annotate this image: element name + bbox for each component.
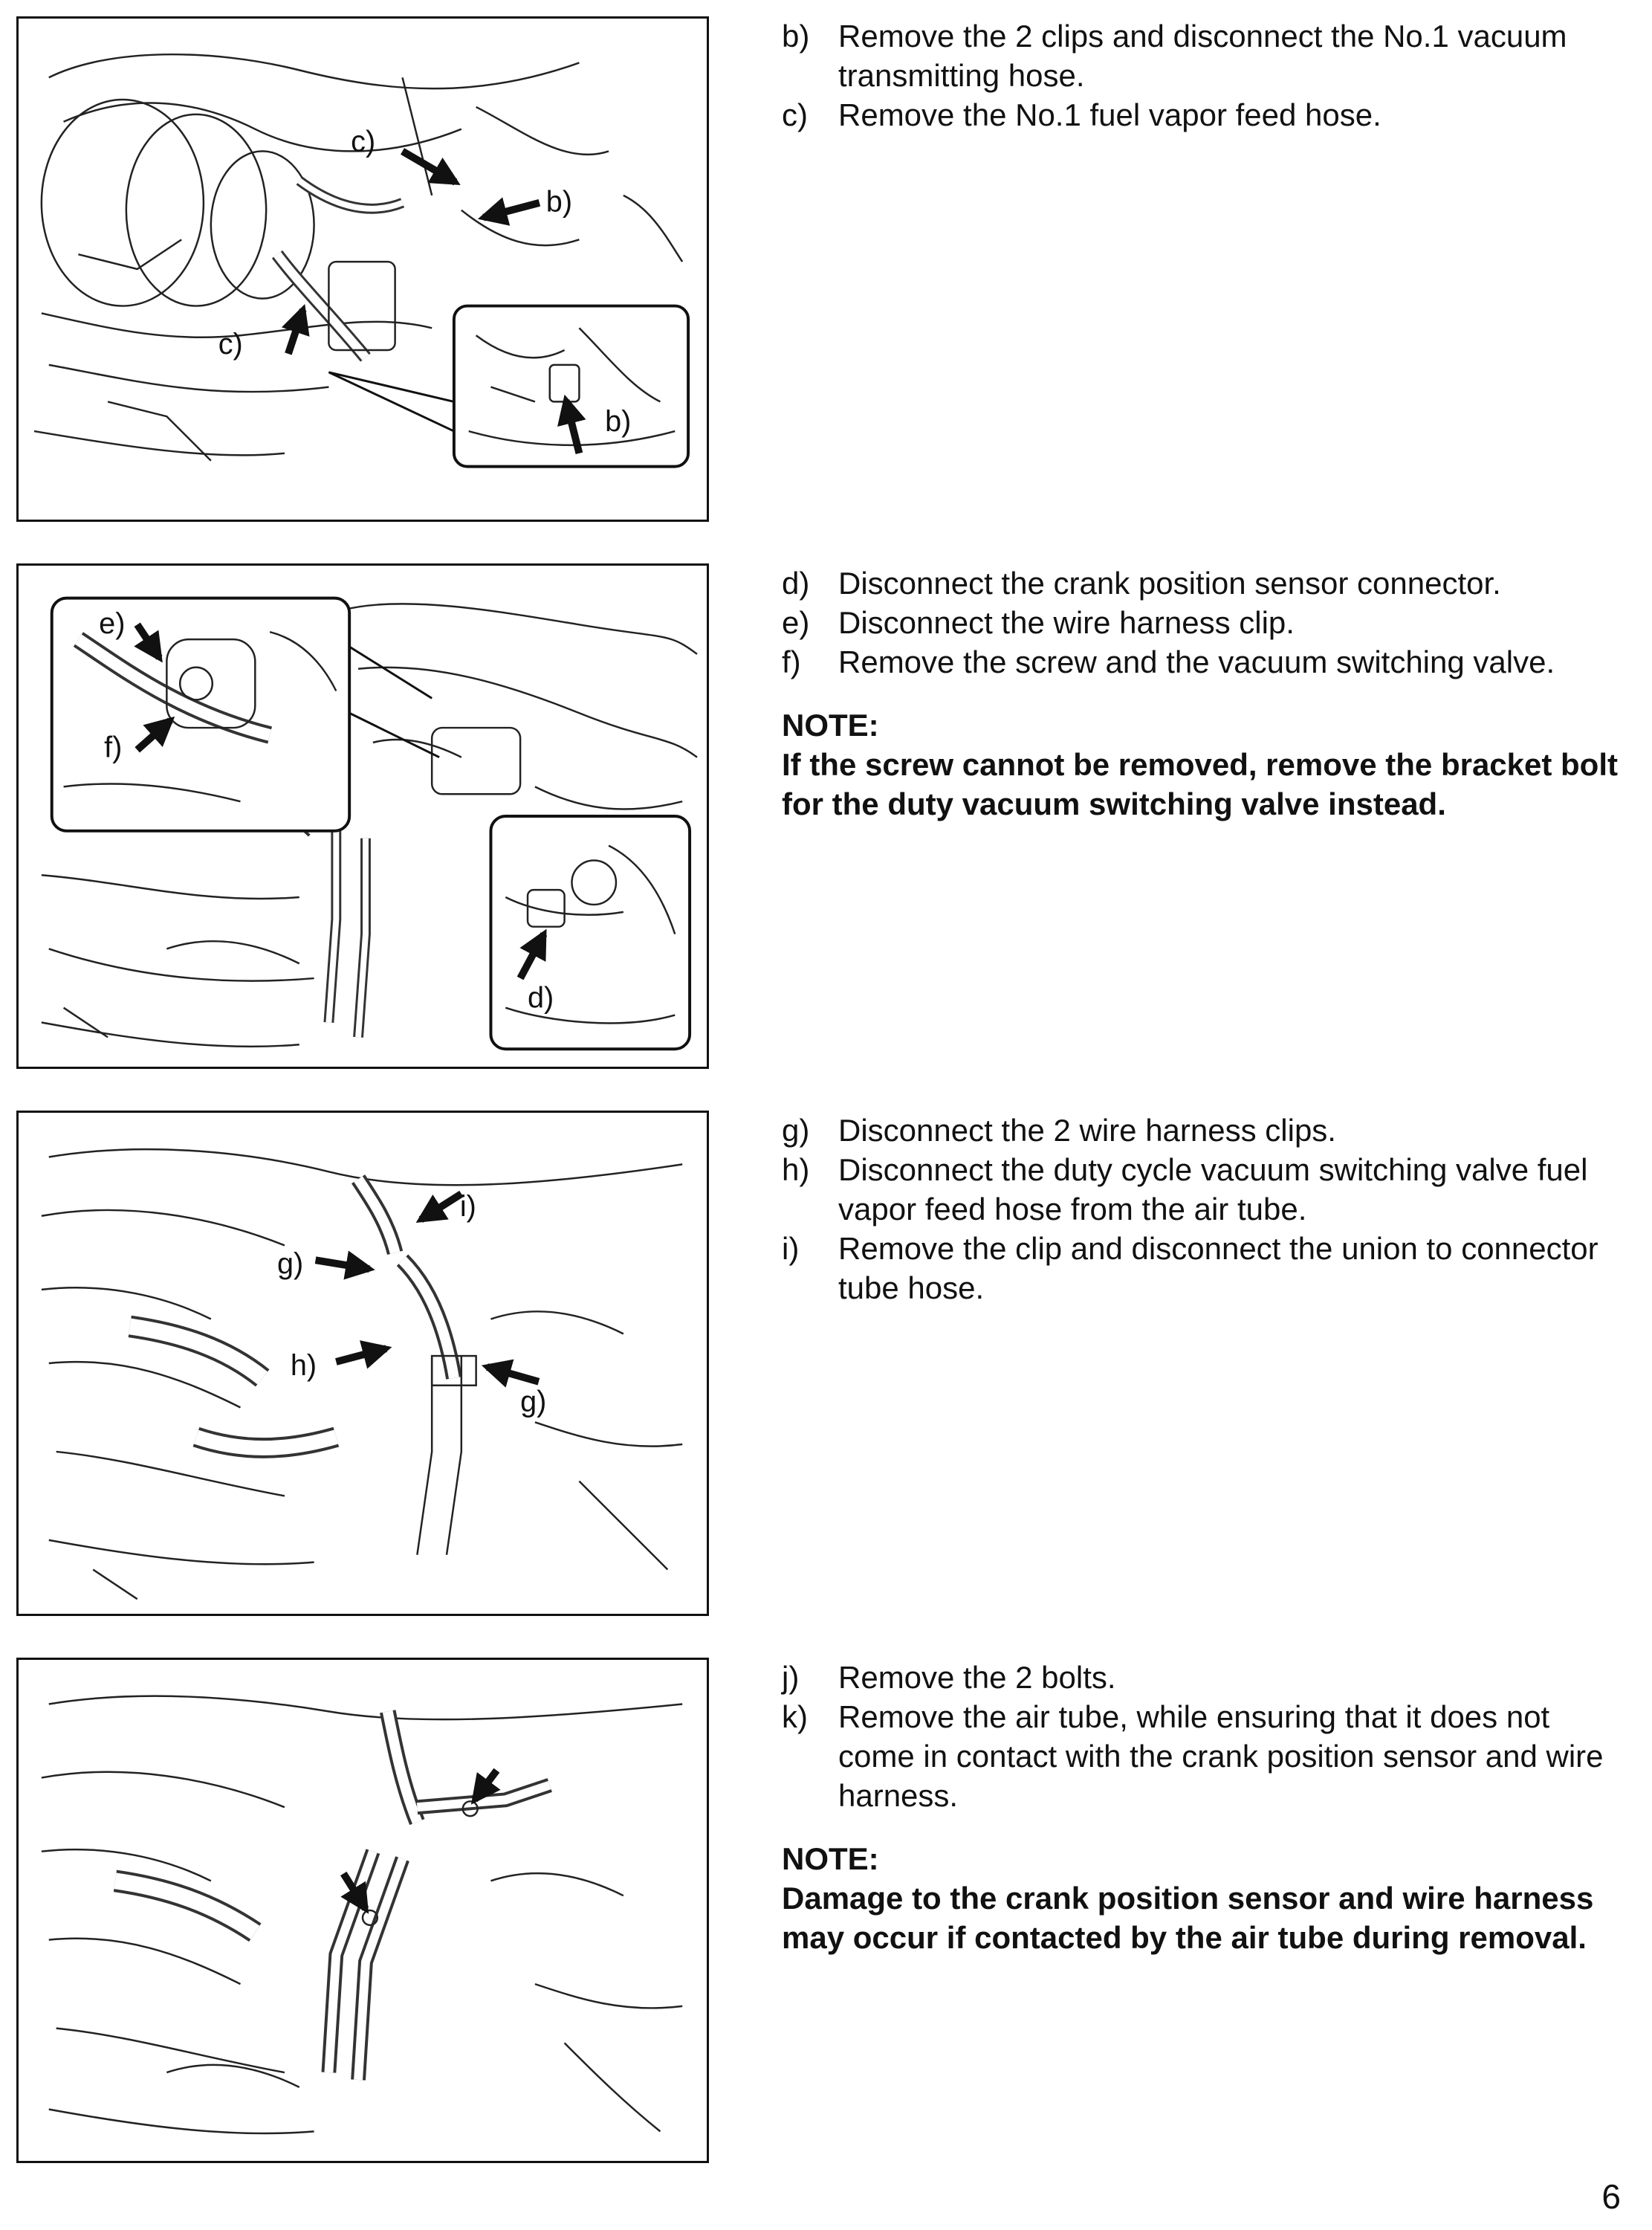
callout-b-top: b) <box>545 185 573 219</box>
step-text: Remove the 2 bolts. <box>838 1660 1116 1695</box>
step-text: Remove the No.1 fuel vapor feed hose. <box>838 97 1381 132</box>
step-f <box>782 642 1622 682</box>
callout-g-left: g) <box>277 1247 304 1281</box>
callout-h: h) <box>290 1348 317 1382</box>
step-label: c) <box>782 97 808 132</box>
step-text: Remove the clip and disconnect the union to connector tube hose. <box>838 1231 1598 1305</box>
page-number: 6 <box>1601 2177 1621 2216</box>
step-label: f) <box>782 644 801 679</box>
step-b <box>782 16 1622 95</box>
callout-b-inset: b) <box>605 405 632 439</box>
step-label: e) <box>782 605 810 640</box>
section-4-text <box>782 1658 1622 1957</box>
callout-c-top: c) <box>351 125 376 158</box>
callout-f: f) <box>104 731 123 764</box>
callout-i: i) <box>459 1189 476 1223</box>
step-j <box>782 1658 1622 1697</box>
step-k <box>782 1697 1622 1815</box>
step-text: Remove the 2 clips and disconnect the No.1 vacuum transmitting hose. <box>838 19 1567 93</box>
step-text: Disconnect the crank position sensor connector. <box>838 566 1501 601</box>
figure-1-engine-illustration <box>16 16 709 522</box>
figure-4-engine-illustration <box>16 1658 709 2163</box>
step-i <box>782 1229 1622 1308</box>
step-d <box>782 563 1622 603</box>
section-3-text <box>782 1111 1622 1308</box>
step-text: Remove the air tube, while ensuring that it does not come in contact with the crank position sensor and wire harness. <box>838 1699 1604 1813</box>
step-g <box>782 1111 1622 1150</box>
note-body: Damage to the crank position sensor and wire harness may occur if contacted by the air tube during removal. <box>782 1881 1594 1955</box>
note-body: If the screw cannot be removed, remove the bracket bolt for the duty vacuum switching valve instead. <box>782 747 1618 821</box>
section-1-text <box>782 16 1622 135</box>
engine-line-drawing-2 <box>19 566 707 1067</box>
step-label: k) <box>782 1699 808 1734</box>
figure-2-engine-illustration <box>16 563 709 1069</box>
callout-e: e) <box>99 607 126 641</box>
step-label: b) <box>782 19 810 54</box>
step-e <box>782 603 1622 642</box>
step-text: Disconnect the 2 wire harness clips. <box>838 1113 1336 1148</box>
figure-3-engine-illustration <box>16 1111 709 1616</box>
step-label: g) <box>782 1113 810 1148</box>
step-text: Disconnect the wire harness clip. <box>838 605 1295 640</box>
note-title: NOTE: <box>782 708 879 743</box>
callout-g-right: g) <box>520 1385 547 1418</box>
step-c <box>782 95 1622 135</box>
engine-line-drawing-3 <box>19 1113 707 1614</box>
step-label: h) <box>782 1152 810 1187</box>
callout-d: d) <box>528 981 554 1015</box>
step-h <box>782 1150 1622 1229</box>
step-label: d) <box>782 566 810 601</box>
note-title: NOTE: <box>782 1841 879 1876</box>
step-label: j) <box>782 1660 800 1695</box>
step-text: Remove the screw and the vacuum switching valve. <box>838 644 1555 679</box>
engine-line-drawing-4 <box>19 1660 707 2161</box>
section-2-text <box>782 563 1622 824</box>
step-text: Disconnect the duty cycle vacuum switching valve fuel vapor feed hose from the air tube. <box>838 1152 1588 1226</box>
step-label: i) <box>782 1231 800 1266</box>
callout-c-bottom: c) <box>218 327 243 361</box>
engine-line-drawing-1 <box>19 19 707 520</box>
